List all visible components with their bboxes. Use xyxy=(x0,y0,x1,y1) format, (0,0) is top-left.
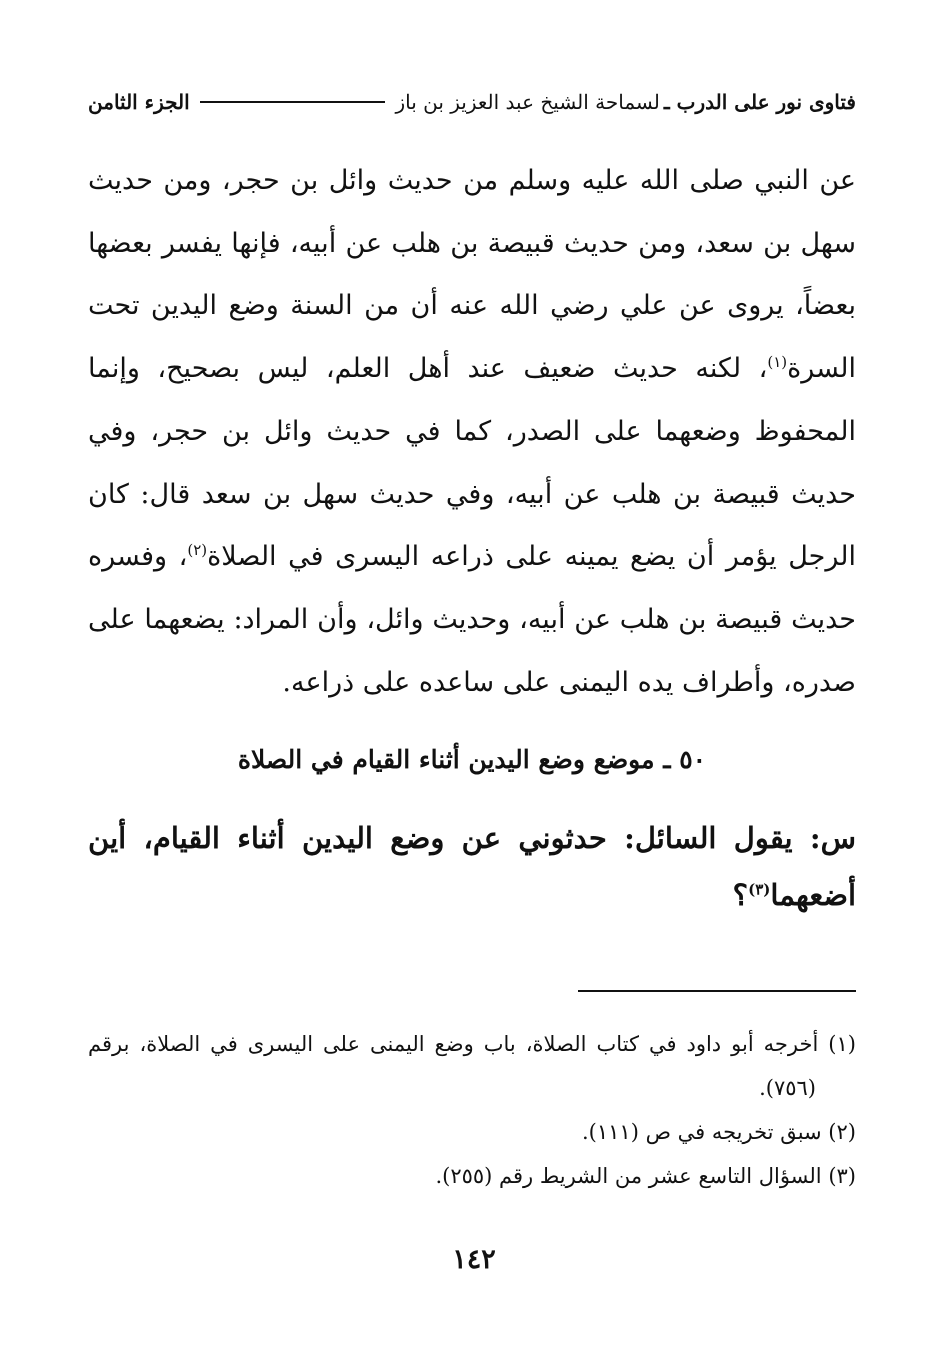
running-header xyxy=(88,82,856,122)
body-text-part-3: ، وفسره حديث قبيصة بن هلب عن أبيه، وحديث وائل، وأن المراد: يضعهما على صدره، وأطراف يده اليمنى على ساعده على ذراعه. xyxy=(88,541,856,698)
footnote-3: (٣) السؤال التاسع عشر من الشريط رقم (٢٥٥). xyxy=(435,1164,856,1188)
book-title: فتاوى نور على الدرب ـ xyxy=(663,90,856,114)
question-text: س: يقول السائل: حدثوني عن وضع اليدين أثناء القيام، أين أضعهما xyxy=(88,821,856,912)
footnotes-list xyxy=(88,1022,856,1198)
question-mark: ؟ xyxy=(732,878,749,912)
footnote-ref-1[interactable]: (١) xyxy=(767,353,788,372)
body-paragraph xyxy=(88,150,856,714)
book-subtitle: لسماحة الشيخ عبد العزيز بن باز xyxy=(395,90,660,114)
footnote-ref-3[interactable]: (٣) xyxy=(748,880,771,899)
header-rule xyxy=(200,101,386,103)
page-number: ١٤٢ xyxy=(452,1244,496,1275)
footnote-2: (٢) سبق تخريجه في ص (١١١). xyxy=(582,1120,856,1144)
question-paragraph xyxy=(88,810,856,924)
footnote-separator xyxy=(578,990,856,992)
volume-label: الجزء الثامن xyxy=(88,90,190,114)
footnote-ref-2[interactable]: (٢) xyxy=(187,541,208,560)
body-text-part-1: عن النبي صلى الله عليه وسلم من حديث وائل بن حجر، ومن حديث سهل بن سعد، ومن حديث قبيصة بن هلب عن أبيه، فإنها يفسر بعضها بعضاً، يروى عن علي رضي الله عنه أن من السنة وضع اليدين تحت السرة xyxy=(88,165,856,385)
footnote-1: (١) أخرجه أبو داود في كتاب الصلاة، باب وضع اليمنى على اليسرى في الصلاة، برقم (٧٥٦). xyxy=(88,1032,856,1100)
body-text-part-2: ، لكنه حديث ضعيف عند أهل العلم، ليس بصحيح، وإنما المحفوظ وضعهما على الصدر، كما في حديث وائل بن حجر، وفي حديث قبيصة بن هلب عن أبيه، وفي حديث سهل بن سعد قال: كان الرجل يؤمر أن يضع يمينه على ذراعه اليسرى في الصلاة xyxy=(88,353,856,573)
section-heading: ٥٠ ـ موضع وضع اليدين أثناء القيام في الصلاة xyxy=(237,745,707,774)
